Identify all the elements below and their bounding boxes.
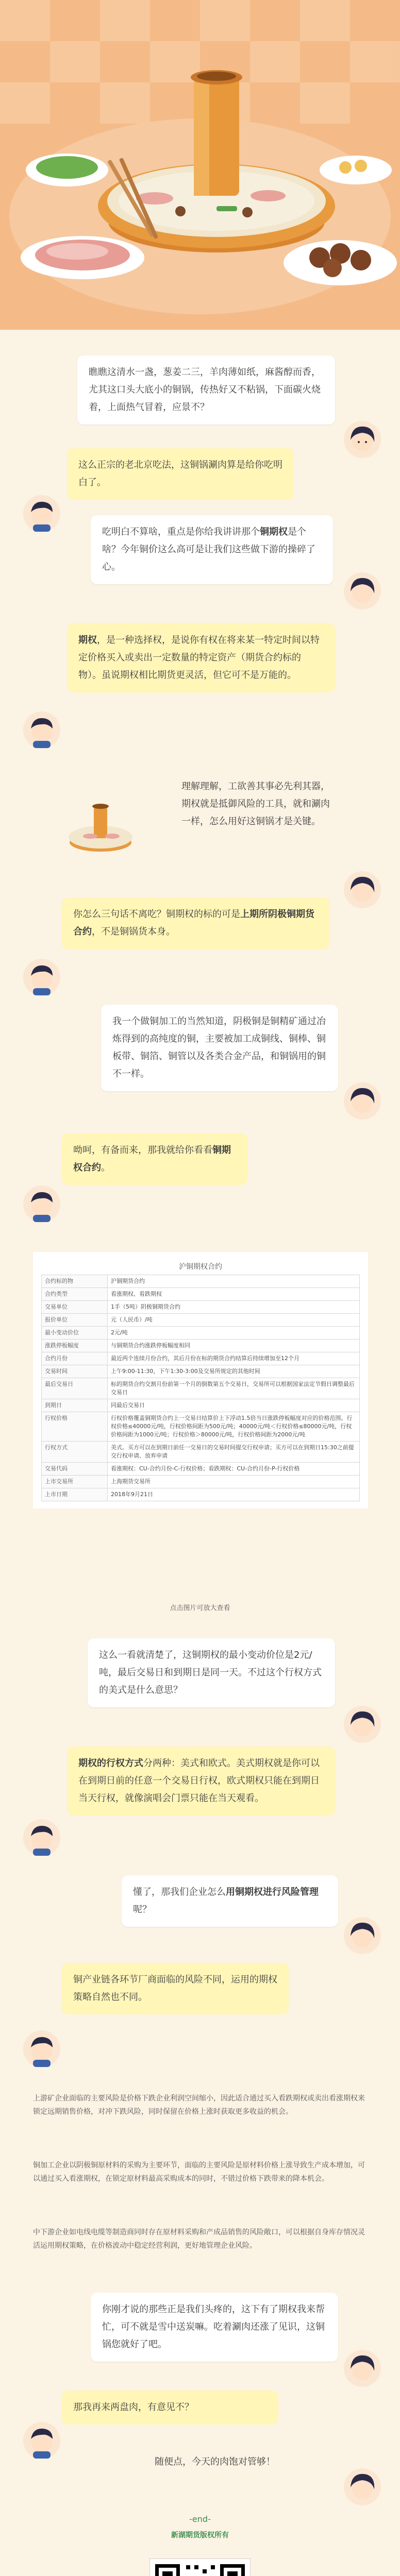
dialog-bubble [67, 623, 335, 692]
girl-avatar-icon [343, 2468, 381, 2506]
dialog-bubble [67, 1747, 335, 1816]
bubble-text-2: 。 [101, 1162, 110, 1173]
dialog-bubble [77, 355, 335, 425]
girl-avatar-icon [343, 871, 381, 909]
bubble-highlight: 铜期权 [260, 527, 288, 537]
end-label: -end- [189, 2514, 211, 2524]
bubble-text-2: 呢？ [133, 1904, 152, 1915]
table-value-cell: 看涨期权、看跌期权 [108, 1288, 360, 1301]
dialog-text [181, 778, 336, 831]
hotpot-illustration [0, 0, 400, 330]
boy-avatar-icon [23, 1819, 61, 1857]
table-row [42, 1314, 360, 1327]
table-value-cell: 同最后交易日 [108, 1399, 360, 1412]
dialog-bubble [122, 1875, 338, 1927]
bubble-text-1: 呦呵，有备而来，那我就给你看看 [73, 1145, 212, 1156]
dialog-bubble [101, 1005, 338, 1091]
bubble-text: 那我再来两盘肉，有意见不？ [73, 2402, 194, 2413]
table-key-cell: 行权方式 [42, 1442, 108, 1463]
table-key-cell: 上市日期 [42, 1488, 108, 1501]
table-key-cell: 交易时间 [42, 1365, 108, 1378]
dialog-bubble [62, 2391, 278, 2425]
strategy-paragraph: 中下游企业如电线电缆等制造商同时存在原材料采购和产成品销售的风险敞口，可以根据自身库存情况灵活运用期权策略，在价格波动中稳定经营利润，更好地管理企业风险。 [33, 2228, 365, 2250]
boy-avatar-icon [23, 2030, 61, 2068]
strategy-paragraph: 上游矿企业面临的主要风险是价格下跌企业利润空间缩小，因此适合通过买入看跌期权或卖出看涨期权来锁定远期销售价格，对冲下跌风险，同时保留在价格上涨时获取更多收益的机会。 [33, 2094, 365, 2116]
qr-code-icon [150, 2559, 250, 2576]
dialog-bubble [91, 515, 333, 584]
table-value-cell: 标的期货合约交割月份前第一个月的倒数第五个交易日，交易所可以根据国家法定节假日调整最后交易日 [108, 1378, 360, 1399]
table-key-cell: 交易代码 [42, 1463, 108, 1476]
girl-avatar-icon [343, 572, 381, 610]
table-key-cell: 最小变动价位 [42, 1327, 108, 1340]
dialog-bubble [62, 1963, 289, 2014]
table-key-cell: 最后交易日 [42, 1378, 108, 1399]
contract-table-card [33, 1252, 368, 1509]
table-value-cell: 与铜期货合约涨跌停板幅度相同 [108, 1340, 360, 1352]
table-row [42, 1378, 360, 1399]
girl-avatar-icon [343, 1705, 381, 1743]
bubble-highlight: 上期所阴极铜期货合约 [73, 909, 314, 937]
table-row [42, 1275, 360, 1288]
bubble-text: 我一个做铜加工的当然知道，阴极铜是铜精矿通过冶炼得到的高纯度的铜，主要被加工成铜线、铜棒、铜板带、铜箔、铜管以及各类合金产品，和铜锅用的铜不一样。 [112, 1016, 326, 1079]
contract-table-title: 沪铜期权合约 [179, 1263, 222, 1271]
table-row [42, 1463, 360, 1476]
table-row [42, 1365, 360, 1378]
contract-table [41, 1275, 360, 1501]
bubble-text: ，是一种选择权，是说你有权在将来某一特定时间以特定价格买入或卖出一定数量的特定资产（期货合约标的物）。虽说期权相比期货更灵活，但它可不是万能的。 [78, 635, 320, 681]
table-key-cell: 交易单位 [42, 1301, 108, 1314]
table-row [42, 1352, 360, 1365]
table-key-cell: 合约标的物 [42, 1275, 108, 1288]
bubble-text: 你刚才说的那些正是我们头疼的，这下有了期权我来帮忙，可不就是雪中送炭嘛。吃着涮肉还涨了见识，这铜锅您就好了吧。 [102, 2304, 325, 2350]
girl-avatar-icon [343, 2349, 381, 2387]
table-row [42, 1301, 360, 1314]
dialog-bubble [62, 897, 330, 949]
table-key-cell: 报价单位 [42, 1314, 108, 1327]
dialog-text [155, 2453, 340, 2471]
table-caption: 点击图片可放大查看 [170, 1604, 230, 1612]
table-value-cell: 沪铜期货合约 [108, 1275, 360, 1288]
table-row [42, 1340, 360, 1352]
dialog-bubble [62, 1133, 247, 1185]
table-key-cell: 合约类型 [42, 1288, 108, 1301]
table-row [42, 1442, 360, 1463]
dialog-bubble [91, 2293, 338, 2362]
table-value-cell: 元（人民币）/吨 [108, 1314, 360, 1327]
table-value-cell: 1手（5吨）阴极铜期货合约 [108, 1301, 360, 1314]
table-row [42, 1476, 360, 1488]
table-row [42, 1412, 360, 1442]
bubble-text: 分两种：美式和欧式。美式期权就是你可以在到期日前的任意一个交易日行权，欧式期权只能在到期日当天行权，就像演唱会门票只能在当天观看。 [78, 1758, 320, 1804]
table-value-cell: 2018年9月21日 [108, 1488, 360, 1501]
bubble-text: 这么一看就清楚了，这铜期权的最小变动价位是2元/吨，最后交易日和到期日是同一天。不过这个行权方式的美式是什么意思？ [99, 1650, 322, 1696]
girl-avatar-icon [343, 1917, 381, 1955]
bubble-text-2: ，不是铜锅货本身。 [92, 926, 175, 937]
table-value-cell: 2元/吨 [108, 1327, 360, 1340]
copyright-text: 新湖期货版权所有 [171, 2531, 229, 2539]
dialog-bubble [88, 1638, 335, 1707]
boy-avatar-icon [23, 1185, 61, 1223]
table-key-cell: 涨跌停板幅度 [42, 1340, 108, 1352]
bubble-highlight: 期权的行权方式 [78, 1758, 143, 1769]
dialog-text-content: 随便点，今天的肉饱对管够！ [155, 2456, 275, 2467]
small-hotpot-icon [62, 786, 139, 863]
boy-avatar-icon [23, 495, 61, 533]
bubble-text: 这么正宗的老北京吃法，这铜锅涮肉算是给你吃明白了。 [78, 460, 282, 488]
girl-avatar-icon [343, 1082, 381, 1120]
strategy-paragraph: 铜加工企业以阴极铜原材料的采购为主要环节，面临的主要风险是原材料价格上涨导致生产成本增加，可以通过买入看涨期权，在锁定原材料最高采购成本的同时，不错过价格下跌带来的降本机会。 [33, 2161, 365, 2183]
bubble-text: 瞧瞧这清水一盏，葱姜二三，羊肉薄如纸，麻酱醇而香，尤其这口头大底小的铜锅，传热好又不粘锅，下面碳火烧着，上面热气冒着，应景不？ [89, 367, 321, 413]
bubble-highlight: 铜期权合约 [73, 1145, 231, 1173]
bubble-text-2: 是个啥？今年铜价这么高可是让我们这些做下游的操碎了心。 [102, 527, 315, 572]
table-value-cell: 行权价格覆盖铜期货合约上一交易日结算价上下浮动1.5倍当日涨跌停板幅度对应的价格范围。行权价格≤40000元/吨，行权价格间距为500元/吨；40000元/吨＜行权价格≤80000元/吨，行权价格间距为1000元/吨；行权价格＞80000元/吨，行权价格间距为2000元/吨 [108, 1412, 360, 1442]
table-key-cell: 上市交易所 [42, 1476, 108, 1488]
girl-avatar-icon [343, 420, 381, 459]
table-value-cell: 看涨期权：CU-合约月份-C-行权价格；看跌期权：CU-合约月份-P-行权价格 [108, 1463, 360, 1476]
table-value-cell: 美式。买方可以在到期日前任一交易日的交易时间提交行权申请；买方可以在到期日15:30之前提交行权申请、放弃申请 [108, 1442, 360, 1463]
boy-avatar-icon [23, 2421, 61, 2460]
table-value-cell: 上午9:00-11:30，下午1:30-3:00及交易所规定的其他时间 [108, 1365, 360, 1378]
bubble-text-1: 你怎么三句话不离吃？铜期权的标的可是 [73, 909, 240, 920]
table-row [42, 1399, 360, 1412]
dialog-bubble [67, 448, 294, 500]
table-row [42, 1327, 360, 1340]
table-key-cell: 合约月份 [42, 1352, 108, 1365]
table-key-cell: 行权价格 [42, 1412, 108, 1442]
table-row [42, 1288, 360, 1301]
bubble-text: 铜产业链各环节厂商面临的风险不同，运用的期权策略自然也不同。 [73, 1974, 277, 2003]
boy-avatar-icon [23, 958, 61, 996]
hotpot-illustration-svg [0, 0, 400, 330]
bubble-text-1: 懂了，那我们企业怎么 [133, 1887, 226, 1897]
table-value-cell: 最近两个连续月份合约，其后月份在标的期货合约结算后持续增加至12个月 [108, 1352, 360, 1365]
bubble-text-1: 吃明白不算啥，重点是你给我讲讲那个 [102, 527, 260, 537]
dialog-text-content: 理解理解，工欲善其事必先利其器，期权就是抵御风险的工具，就和涮肉一样，怎么用好这铜锅才是关键。 [181, 781, 330, 827]
table-key-cell: 到期日 [42, 1399, 108, 1412]
table-value-cell: 上海期货交易所 [108, 1476, 360, 1488]
boy-avatar-icon [23, 711, 61, 749]
bubble-highlight: 用铜期权进行风险管理 [226, 1887, 319, 1897]
bubble-highlight: 期权 [78, 635, 97, 646]
table-row [42, 1488, 360, 1501]
qr-code[interactable] [149, 2558, 251, 2576]
